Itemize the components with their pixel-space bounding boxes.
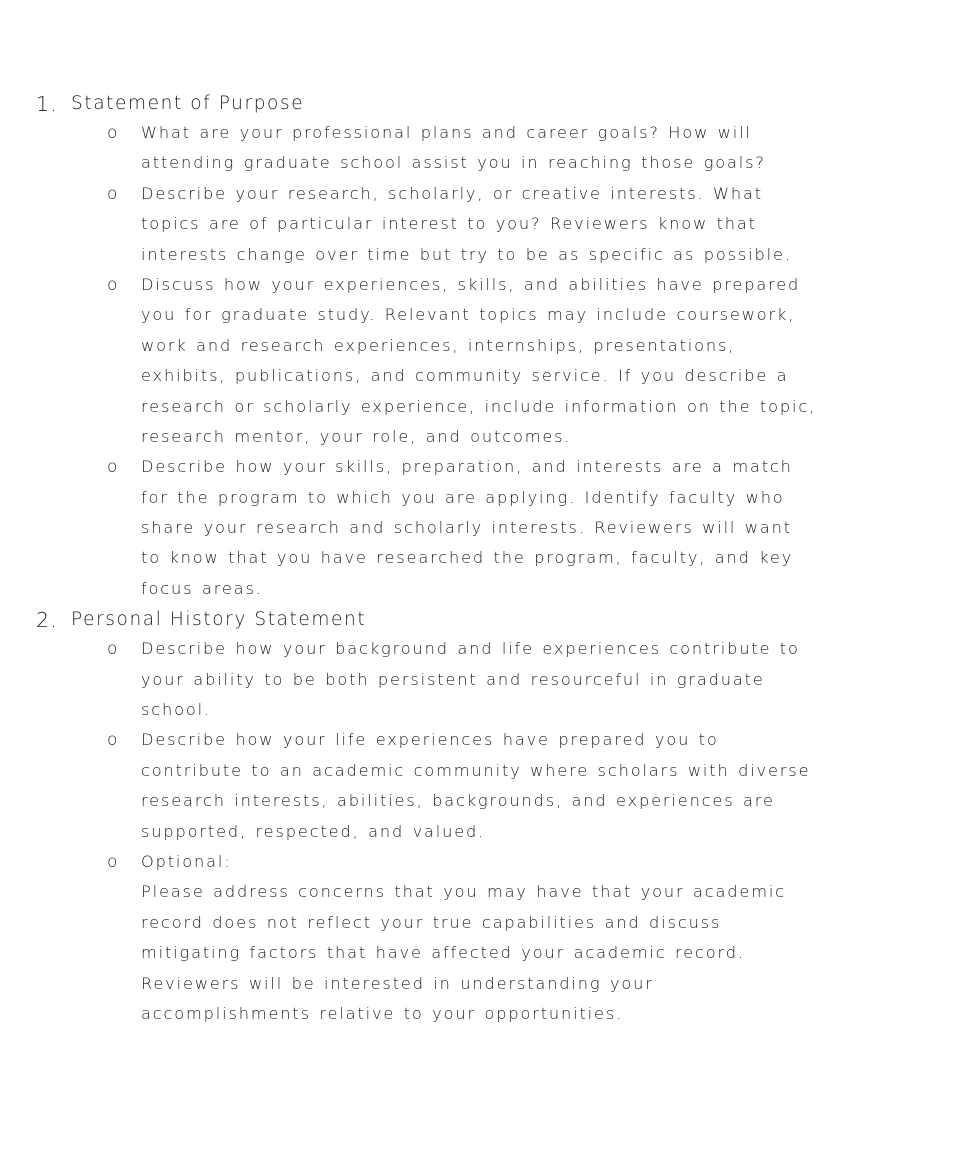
section-title: Personal History Statement — [71, 609, 367, 631]
text-line: work and research experiences, internships, presentations, — [141, 335, 736, 355]
bullet-text — [141, 270, 941, 452]
bullet-text — [141, 634, 941, 725]
text-line: attending graduate school assist you in reaching those goals? — [141, 153, 766, 173]
text-line: mitigating factors that have affected your academic record. — [141, 943, 745, 963]
list-item — [0, 725, 967, 847]
text-line: research or scholarly experience, include information on the topic, — [141, 396, 817, 416]
section-number: 1. — [36, 92, 58, 116]
text-line: Describe how your skills, preparation, and interests are a match — [141, 457, 793, 477]
bullet-icon: o — [107, 274, 118, 295]
text-line: research interests, abilities, backgrounds, and experiences are — [141, 791, 775, 811]
text-line: you for graduate study. Relevant topics may include coursework, — [141, 305, 796, 325]
text-line: record does not reflect your true capabilities and discuss — [141, 912, 722, 932]
list-item — [0, 270, 967, 452]
text-line: Describe your research, scholarly, or creative interests. What — [141, 183, 763, 203]
bullet-icon: o — [107, 730, 118, 751]
document-content — [0, 88, 967, 1029]
text-line: interests change over time but try to be as specific as possible. — [141, 244, 792, 264]
bullet-text — [141, 179, 941, 270]
text-line: contribute to an academic community where scholars with diverse — [141, 760, 811, 780]
text-line: Describe how your life experiences have prepared you to — [141, 730, 719, 750]
list-item — [0, 118, 967, 179]
text-line: Reviewers will be interested in understanding your — [141, 973, 654, 993]
text-line: topics are of particular interest to you? Reviewers know that — [141, 214, 757, 234]
text-line: Describe how your background and life experiences contribute to — [141, 639, 800, 659]
list-item — [0, 634, 967, 725]
bullet-text — [141, 452, 941, 604]
section-heading — [0, 88, 967, 118]
bullet-text — [141, 725, 941, 847]
bullet-icon: o — [107, 457, 118, 478]
text-line: your ability to be both persistent and resourceful in graduate — [141, 669, 765, 689]
text-line: Please address concerns that you may have that your academic — [141, 882, 786, 902]
bullet-icon: o — [107, 183, 118, 204]
text-line: Optional: — [141, 851, 232, 871]
text-line: Discuss how your experiences, skills, and abilities have prepared — [141, 274, 801, 294]
text-line: research mentor, your role, and outcomes. — [141, 426, 572, 446]
list-item — [0, 847, 967, 1029]
text-line: What are your professional plans and career goals? How will — [141, 123, 752, 142]
section-heading — [0, 604, 967, 634]
bullet-icon: o — [107, 123, 118, 143]
section-2 — [0, 604, 967, 1029]
list-item — [0, 179, 967, 270]
section-title: Statement of Purpose — [71, 93, 305, 114]
bullet-text — [141, 847, 941, 1029]
text-line: school. — [141, 700, 211, 720]
bullet-icon: o — [107, 639, 118, 660]
text-line: supported, respected, and valued. — [141, 821, 486, 841]
section-1 — [0, 88, 967, 604]
text-line: to know that you have researched the program, faculty, and key — [141, 548, 794, 568]
text-line: for the program to which you are applying. Identify faculty who — [141, 487, 785, 507]
text-line: focus areas. — [141, 578, 263, 598]
bullet-icon: o — [107, 851, 118, 872]
text-line: share your research and scholarly interests. Reviewers will want — [141, 518, 792, 538]
text-line: accomplishments relative to your opportunities. — [141, 1003, 624, 1023]
text-line: exhibits, publications, and community service. If you describe a — [141, 366, 789, 386]
bullet-text — [141, 118, 941, 179]
section-number: 2. — [36, 608, 58, 633]
list-item — [0, 452, 967, 604]
